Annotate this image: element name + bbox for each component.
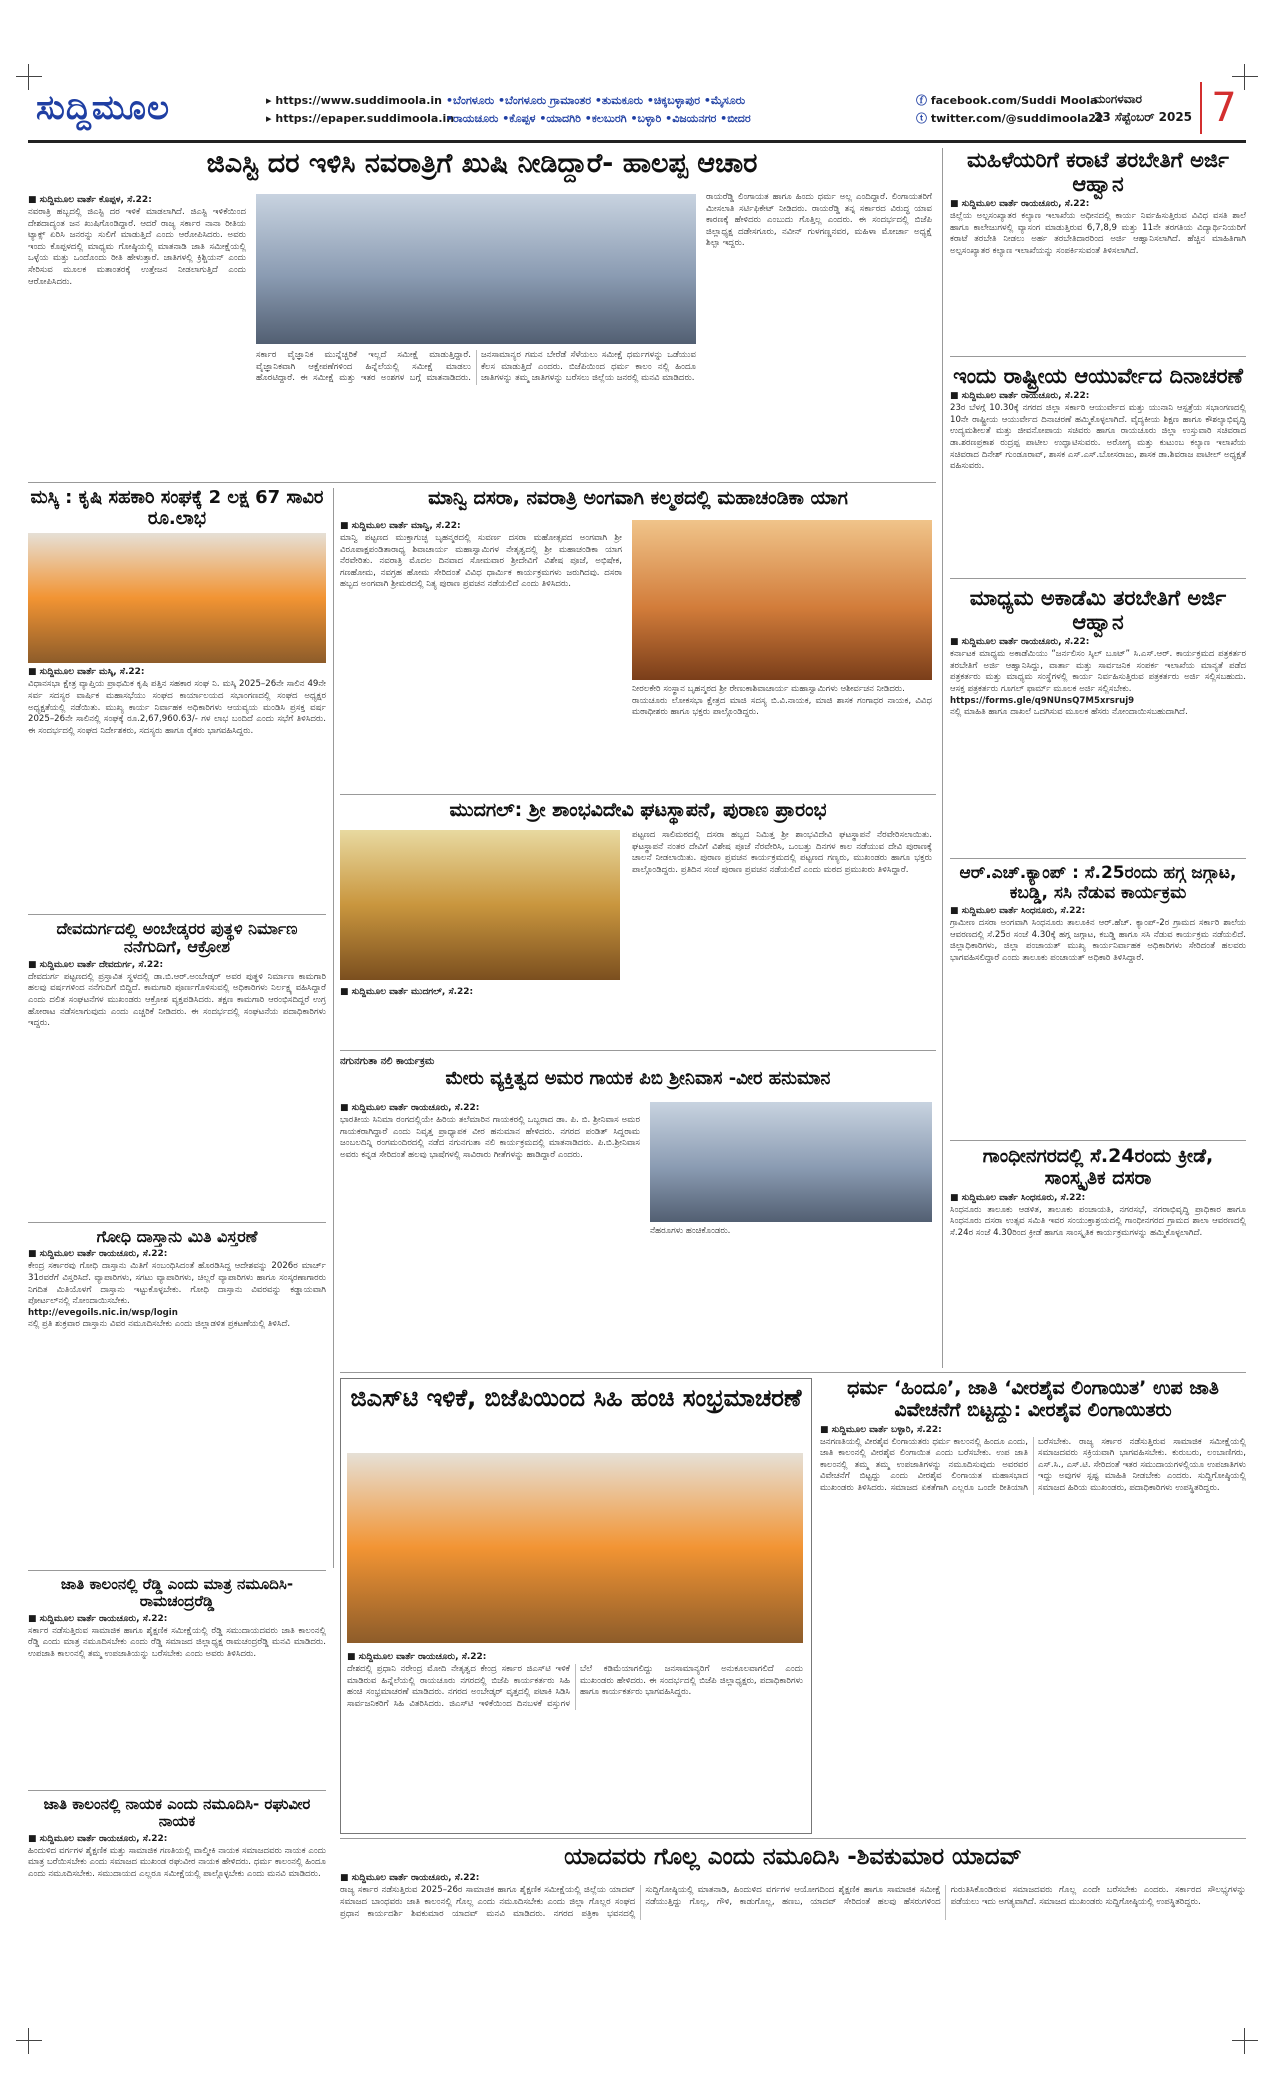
article-body: ದೇಶದಲ್ಲಿ ಪ್ರಧಾನಿ ನರೇಂದ್ರ ಮೋದಿ ನೇತೃತ್ವದ ಕೇಂದ್ರ ಸರ್ಕಾರ ಜಿಎಸ್‌ಟಿ ಇಳಿಕೆ ಮಾಡಿರುವ ಹಿನ್ನೆಲೆಯಲ್ಲಿ ರಾಯಚೂರು ನಗರದಲ್ಲಿ ಬಿಜೆಪಿ ಕಾರ್ಯಕರ್ತರು ಸಿಹಿ ಹಂಚಿ ಸಂಭ್ರಮಾಚರಣೆ ಮಾಡಿದರು. ನಗರದ ಅಂಬೇಡ್ಕರ್ ವೃತ್ತದಲ್ಲಿ ಪಟಾಕಿ ಸಿಡಿಸಿ ಸಾರ್ವಜನಿಕರಿಗೆ ಸಿಹಿ ವಿತರಿಸಿದರು. ಜಿಎಸ್‌ಟಿ ಇಳಿಕೆಯಿಂದ ದಿನಬಳಕೆ ವಸ್ತುಗಳ ಬೆಲೆ ಕಡಿಮೆಯಾಗಲಿದ್ದು ಜನಸಾಮಾನ್ಯರಿಗೆ ಅನುಕೂಲವಾಗಲಿದೆ ಎಂದು ಮುಖಂಡರು ಹೇಳಿದರು. ಈ ಸಂದರ್ಭದಲ್ಲಿ ಬಿಜೆಪಿ ಜಿಲ್ಲಾಧ್ಯಕ್ಷರು, ಪದಾಧಿಕಾರಿಗಳು ಹಾಗೂ ಕಾರ್ಯಕರ್ತರು ಭಾಗವಹಿಸಿದ್ದರು. <box>347 1664 803 1709</box>
article-headline: ಮುದಗಲ್: ಶ್ರೀ ಶಾಂಭವಿದೇವಿ ಘಟಸ್ಥಾಪನೆ, ಪುರಾಣ ಪ್ರಾರಂಭ <box>449 800 827 821</box>
article-headline: ಮಸ್ಕಿ : ಕೃಷಿ ಸಹಕಾರಿ ಸಂಘಕ್ಕೆ 2 ಲಕ್ಷ 67 ಸಾವಿರ ರೂ.ಲಾಭ <box>30 488 324 529</box>
article-body: ರಾಜ್ಯ ಸರ್ಕಾರ ನಡೆಸುತ್ತಿರುವ 2025–26ರ ಸಾಮಾಜಿಕ ಹಾಗೂ ಶೈಕ್ಷಣಿಕ ಸಮೀಕ್ಷೆಯಲ್ಲಿ ಜಿಲ್ಲೆಯ ಯಾದವ್ ಸಮಾಜದ ಬಾಂಧವರು ಜಾತಿ ಕಾಲಂನಲ್ಲಿ ಗೊಲ್ಲ ಎಂದು ನಮೂದಿಸಬೇಕು ಎಂದು ಜಿಲ್ಲಾ ಗೊಲ್ಲರ ಸಂಘದ ಪ್ರಧಾನ ಕಾರ್ಯದರ್ಶಿ ಶಿವಕುಮಾರ ಯಾದವ್ ಮನವಿ ಮಾಡಿದರು. ನಗರದ ಪತ್ರಿಕಾ ಭವನದಲ್ಲಿ ಸುದ್ದಿಗೋಷ್ಠಿಯಲ್ಲಿ ಮಾತನಾಡಿ, ಹಿಂದುಳಿದ ವರ್ಗಗಳ ಆಯೋಗದಿಂದ ಶೈಕ್ಷಣಿಕ ಹಾಗೂ ಸಾಮಾಜಿಕ ಸಮೀಕ್ಷೆ ನಡೆಯುತ್ತಿದ್ದು ಗೊಲ್ಲ, ಗೌಳಿ, ಕಾಡುಗೊಲ್ಲ, ಹಣಬ, ಯಾದವ್ ಸೇರಿದಂತೆ ಹಲವು ಹೆಸರುಗಳಿಂದ ಗುರುತಿಸಿಕೊಂಡಿರುವ ಸಮಾಜದವರು ಗೊಲ್ಲ ಎಂದೇ ಬರೆಸಬೇಕು ಎಂದರು. ಸರ್ಕಾರದ ಸೌಲಭ್ಯಗಳನ್ನು ಪಡೆಯಲು ಇದು ಅಗತ್ಯವಾಗಿದೆ. ಸಮಾಜದ ಮುಖಂಡರು ಸುದ್ದಿಗೋಷ್ಠಿಯಲ್ಲಿ ಉಪಸ್ಥಿತರಿದ್ದರು. <box>340 1885 1246 1919</box>
article-byline: ■ ಸುದ್ದಿಮೂಲ ವಾರ್ತೆ ರಾಯಚೂರು, ಸೆ.22: <box>28 1249 168 1260</box>
article-bjp-gst-celebration[interactable] <box>340 1378 812 1834</box>
article-byline: ■ ಸುದ್ದಿಮೂಲ ವಾರ್ತೆ ಬಳ್ಳಾರಿ, ಸೆ.22: <box>820 1424 942 1435</box>
yaga-fire-photo <box>632 520 932 680</box>
newspaper-logo[interactable]: ಸುದ್ದಿಮೂಲ <box>36 88 170 128</box>
article-headline: ಗಾಂಧೀನಗರದಲ್ಲಿ ಸೆ.24ರಂದು ಕ್ರೀಡೆ, ಸಾಂಸ್ಕೃತಿಕ ದಸರಾ <box>982 1146 1214 1189</box>
article-headline: ಧರ್ಮ ‘ಹಿಂದೂ’, ಜಾತಿ ‘ವೀರಶೈವ ಲಿಂಗಾಯಿತ’ ಉಪ ಜಾತಿ ವಿವೇಚನೆಗೆ ಬಿಟ್ಟದ್ದು: ವೀರಶೈವ ಲಿಂಗಾಯಿತರು <box>847 1378 1219 1421</box>
article-body: ಜಿಲ್ಲೆಯ ಅಲ್ಪಸಂಖ್ಯಾತರ ಕಲ್ಯಾಣ ಇಲಾಖೆಯ ಅಧೀನದಲ್ಲಿ ಕಾರ್ಯ ನಿರ್ವಹಿಸುತ್ತಿರುವ ವಿವಿಧ ವಸತಿ ಶಾಲೆ ಹಾಗೂ ಕಾಲೇಜುಗಳಲ್ಲಿ ವ್ಯಾಸಂಗ ಮಾಡುತ್ತಿರುವ 6,7,8,9 ಮತ್ತು 11ನೇ ತರಗತಿಯ ವಿದ್ಯಾರ್ಥಿನಿಯರಿಗೆ ಕರಾಟೆ ತರಬೇತಿ ನೀಡಲು ಅರ್ಹ ತರಬೇತಿದಾರರಿಂದ ಅರ್ಜಿ ಆಹ್ವಾನಿಸಲಾಗಿದೆ. ಹೆಚ್ಚಿನ ಮಾಹಿತಿಗಾಗಿ ಅಲ್ಪಸಂಖ್ಯಾತರ ಕಲ್ಯಾಣ ಇಲಾಖೆಯನ್ನು ಸಂಪರ್ಕಿಸುವಂತೆ ತಿಳಿಸಲಾಗಿದೆ. <box>950 211 1246 257</box>
article-wheat-stock-limit[interactable] <box>28 1228 326 1564</box>
section-rule <box>340 794 936 795</box>
facebook-icon: ⓕ <box>916 94 931 107</box>
article-byline: ■ ಸುದ್ದಿಮೂಲ ವಾರ್ತೆ ಕೊಪ್ಪಳ, ಸೆ.22: <box>28 195 152 205</box>
globe-icon: ▸ <box>266 94 276 107</box>
article-body: ಸರ್ಕಾರ ವೈಜ್ಞಾನಿಕ ಮುನ್ನೆಚ್ಚರಿಕೆ ಇಲ್ಲದೆ ಸಮೀಕ್ಷೆ ಮಾಡುತ್ತಿದ್ದಾರೆ. ವೈಜ್ಞಾನಿಕವಾಗಿ ಆಕ್ಷೇಪಣೆಗಳಿಂದ ಹಿನ್ನೆಲೆಯಲ್ಲಿ ಸಮೀಕ್ಷೆ ಮಾಡಲು ಹೊರಟಿದ್ದಾರೆ. ಈ ಸಮೀಕ್ಷೆ ಮತ್ತು ಇತರ ಅಂಶಗಳ ಬಗ್ಗೆ ಮಾತನಾಡಿದರು. ಜನಸಾಮಾನ್ಯರ ಗಮನ ಬೇರೆಡೆ ಸೆಳೆಯಲು ಸಮೀಕ್ಷೆ ಧರ್ಮಗಳನ್ನು ಒಡೆಯುವ ಕೆಲಸ ಮಾಡುತ್ತಿದೆ ಎಂದರು. ಬಿಜೆಪಿಯಿಂದ ಧರ್ಮ ಕಾಲಂ ನಲ್ಲಿ ಹಿಂದೂ ಜಾತಿಗಳನ್ನು ತಮ್ಮ ಜಾತಿಗಳನ್ನು ಬರೆಸಲು ಜಿಲ್ಲೆಯ ಜನರಲ್ಲಿ ಮನವಿ ಮಾಡಿದರು. <box>256 350 696 384</box>
article-body: ಪಟ್ಟಣದ ಸಾಲಿಮಠದಲ್ಲಿ ದಸರಾ ಹಬ್ಬದ ನಿಮಿತ್ತ ಶ್ರೀ ಶಾಂಭವಿದೇವಿ ಘಟಸ್ಥಾಪನೆ ನೆರವೇರಿಸಲಾಯಿತು. ಘಟಸ್ಥಾಪನೆ ನಂತರ ದೇವಿಗೆ ವಿಶೇಷ ಪೂಜೆ ನೆರವೇರಿಸಿ, ಒಂಬತ್ತು ದಿನಗಳ ಕಾಲ ನಡೆಯುವ ದೇವಿ ಪುರಾಣಕ್ಕೆ ಚಾಲನೆ ನೀಡಲಾಯಿತು. ಪುರಾಣ ಪ್ರವಚನ ಕಾರ್ಯಕ್ರಮದಲ್ಲಿ ಪಟ್ಟಣದ ಗಣ್ಯರು, ಮುಖಂಡರು ಹಾಗೂ ಭಕ್ತರು ಪಾಲ್ಗೊಂಡಿದ್ದರು. ಪ್ರತಿದಿನ ಸಂಜೆ ಪುರಾಣ ಪ್ರವಚನ ನಡೆಯಲಿದೆ ಎಂದು ಮಠದ ಪ್ರಮುಖರು ತಿಳಿಸಿದ್ದಾರೆ. <box>632 830 932 875</box>
article-body: ವಿಧಾನಸಭಾ ಕ್ಷೇತ್ರ ವ್ಯಾಪ್ತಿಯ ಪ್ರಾಥಮಿಕ ಕೃಷಿ ಪತ್ತಿನ ಸಹಕಾರ ಸಂಘ ನಿ. ಮಸ್ಕಿ 2025–26ನೇ ಸಾಲಿನ 49ನೇ ಸರ್ವ ಸದಸ್ಯರ ವಾರ್ಷಿಕ ಮಹಾಸಭೆಯು ಸಂಘದ ಕಾರ್ಯಾಲಯದ ಸಭಾಂಗಣದಲ್ಲಿ ಸಂಘದ ಅಧ್ಯಕ್ಷರ ಅಧ್ಯಕ್ಷತೆಯಲ್ಲಿ ನಡೆಯಿತು. ಮುಖ್ಯ ಕಾರ್ಯ ನಿರ್ವಾಹಕ ಅಧಿಕಾರಿಗಳು ಆಯವ್ಯಯ ಮಂಡಿಸಿ ಪ್ರಸಕ್ತ ವರ್ಷ 2025–26ನೇ ಸಾಲಿನಲ್ಲಿ ಸಂಘಕ್ಕೆ ರೂ.2,67,960.63/- ಗಳ ಲಾಭ ಬಂದಿದೆ ಎಂದು ಸಭೆಗೆ ತಿಳಿಸಿದರು. ಈ ಸಂದರ್ಭದಲ್ಲಿ ಸಂಘದ ನಿರ್ದೇಶಕರು, ಸದಸ್ಯರು ಹಾಗೂ ರೈತರು ಭಾಗವಹಿಸಿದ್ದರು. <box>28 679 326 736</box>
article-body: ರಾಯಚೂರು ಲೋಕಸಭಾ ಕ್ಷೇತ್ರದ ಮಾಜಿ ಸದಸ್ಯ ಬಿ.ವಿ.ನಾಯಕ, ಮಾಜಿ ಶಾಸಕ ಗಂಗಾಧರ ನಾಯಕ, ವಿವಿಧ ಮಠಾಧೀಶರು ಹಾಗೂ ಭಕ್ತರು ಪಾಲ್ಗೊಂಡಿದ್ದರು. <box>632 695 932 718</box>
article-headline: ಜಿಎಸ್ಟಿ ದರ ಇಳಿಸಿ ನವರಾತ್ರಿಗೆ ಖುಷಿ ನೀಡಿದ್ದಾರೆ- ಹಾಲಪ್ಪ ಆಚಾರ <box>206 148 758 179</box>
article-byline: ■ ಸುದ್ದಿಮೂಲ ವಾರ್ತೆ ಮಾನ್ವಿ, ಸೆ.22: <box>340 521 461 531</box>
article-headline: ಜಾತಿ ಕಾಲಂನಲ್ಲಿ ನಾಯಕ ಎಂದು ನಮೂದಿಸಿ- ರಘುವೀರ ನಾಯಕ <box>43 1796 311 1831</box>
article-body: ಮಾನ್ವಿ ಪಟ್ಟಣದ ಮುಕ್ತಾಗುಚ್ಛ ಬೃಹನ್ಮಠದಲ್ಲಿ ಸುವರ್ಣ ದಸರಾ ಮಹೋತ್ಸವದ ಅಂಗವಾಗಿ ಶ್ರೀ ವಿರೂಪಾಕ್ಷಪಂಡಿತಾರಾಧ್ಯ ಶಿವಾಚಾರ್ಯ ಮಹಾಸ್ವಾಮಿಗಳ ನೇತೃತ್ವದಲ್ಲಿ ಶ್ರೀ ಮಹಾಚಂಡಿಕಾ ಯಾಗ ನೆರವೇರಿತು. ನವರಾತ್ರಿ ಮೊದಲ ದಿನವಾದ ಸೋಮವಾರ ಶ್ರೀದೇವಿಗೆ ವಿಶೇಷ ಪೂಜೆ, ಅಭಿಷೇಕ, ಗಣಹೋಮ, ನವಗ್ರಹ ಹೋಮ ಸೇರಿದಂತೆ ವಿವಿಧ ಧಾರ್ಮಿಕ ಕಾರ್ಯಕ್ರಮಗಳು ಜರುಗಿದವು. ದಸರಾ ಹಬ್ಬದ ಅಂಗವಾಗಿ ಶ್ರೀಮಠದಲ್ಲಿ ನಿತ್ಯ ಪುರಾಣ ಪ್ರವಚನ ನಡೆಯಲಿದೆ ಎಂದು ತಿಳಿಸಿದರು. <box>340 533 622 590</box>
celebration-photo <box>347 1453 803 1643</box>
column-rule <box>942 148 943 1368</box>
article-byline: ■ ಸುದ್ದಿಮೂಲ ವಾರ್ತೆ ಮುದಗಲ್, ಸೆ.22: <box>340 987 474 997</box>
article-byline: ■ ಸುದ್ದಿಮೂಲ ವಾರ್ತೆ ರಾಯಚೂರು, ಸೆ.22: <box>28 1613 168 1624</box>
article-body: ಜನಗಣತಿಯಲ್ಲಿ ವೀರಶೈವ ಲಿಂಗಾಯತರು ಧರ್ಮ ಕಾಲಂನಲ್ಲಿ ಹಿಂದೂ ಎಂದು, ಜಾತಿ ಕಾಲಂನಲ್ಲಿ ವೀರಶೈವ ಲಿಂಗಾಯಿತ ಎಂದು ಬರೆಸಬೇಕು. ಉಪ ಜಾತಿ ಕಾಲಂನಲ್ಲಿ ತಮ್ಮ ತಮ್ಮ ಉಪಜಾತಿಗಳನ್ನು ನಮೂದಿಸುವುದು ಅವರವರ ವಿವೇಚನೆಗೆ ಬಿಟ್ಟದ್ದು ಎಂದು ವೀರಶೈವ ಲಿಂಗಾಯತ ಮಹಾಸಭಾದ ಮುಖಂಡರು ತಿಳಿಸಿದರು. ಸಮಾಜದ ಏಕತೆಗಾಗಿ ಎಲ್ಲರೂ ಒಂದೇ ರೀತಿಯಾಗಿ ಬರೆಸಬೇಕು. ರಾಜ್ಯ ಸರ್ಕಾರ ನಡೆಸುತ್ತಿರುವ ಸಾಮಾಜಿಕ ಸಮೀಕ್ಷೆಯಲ್ಲಿ ಸಮಾಜದವರು ಸಕ್ರಿಯವಾಗಿ ಭಾಗವಹಿಸಬೇಕು. ಕುರುಬರು, ಲಂಬಾಣಿಗರು, ಎಸ್.ಸಿ., ಎಸ್.ಟಿ. ಸೇರಿದಂತೆ ಇತರ ಸಮುದಾಯಗಳಲ್ಲಿಯೂ ಉಪಜಾತಿಗಳು ಇದ್ದು ಅವುಗಳ ಸ್ಪಷ್ಟ ಮಾಹಿತಿ ನೀಡಬೇಕು ಎಂದರು. ಸುದ್ದಿಗೋಷ್ಠಿಯಲ್ಲಿ ಸಮಾಜದ ಹಿರಿಯ ಮುಖಂಡರು, ಪದಾಧಿಕಾರಿಗಳು ಉಪಸ್ಥಿತರಿದ್ದರು. <box>820 1436 1246 1494</box>
article-byline: ■ ಸುದ್ದಿಮೂಲ ವಾರ್ತೆ ರಾಯಚೂರು, ಸೆ.22: <box>28 1833 168 1844</box>
globe-icon: ▸ <box>266 112 276 125</box>
article-byline: ■ ಸುದ್ದಿಮೂಲ ವಾರ್ತೆ ರಾಯಚೂರು, ಸೆ.22: <box>340 1103 480 1113</box>
issue-day: ಮಂಗಳವಾರ <box>1094 92 1143 106</box>
section-rule <box>340 1838 1246 1839</box>
article-body: ರಾಯರೆಡ್ಡಿ ಲಿಂಗಾಯತ ಹಾಗೂ ಹಿಂದು ಧರ್ಮ ಅಲ್ಲ ಎಂದಿದ್ದಾರೆ. ಲಿಂಗಾಯತರಿಗೆ ಮೀಸಲಾತಿ ಸರ್ಟಿಫಿಕೇಟ್ ನೀಡಿದರು. ರಾಯರೆಡ್ಡಿ ತನ್ನ ಸರ್ಕಾರದ ವಿರುದ್ಧ ಯಾವ ಕಾರಣಕ್ಕೆ ಹೇಳಿದರು ಎಂಬುದು ಗೊತ್ತಿಲ್ಲ ಎಂದರು. ಈ ಸಂದರ್ಭದಲ್ಲಿ ಬಿಜೆಪಿ ಜಿಲ್ಲಾಧ್ಯಕ್ಷ ದಡೇಸಗೂರು, ನವೀನ್ ಗುಳಗಣ್ಣನವರ, ಮಹಿಳಾ ಮೋರ್ಚಾ ಅಧ್ಯಕ್ಷೆ ಶಿಲ್ಪಾ ಇದ್ದರು. <box>706 192 932 249</box>
article-headline: ಮಾನ್ವಿ ದಸರಾ, ನವರಾತ್ರಿ ಅಂಗವಾಗಿ ಕಲ್ಮಠದಲ್ಲಿ ಮಹಾಚಂಡಿಕಾ ಯಾಗ <box>428 488 848 509</box>
article-headline: ಗೋಧಿ ದಾಸ್ತಾನು ಮಿತಿ ವಿಸ್ತರಣೆ <box>96 1228 258 1246</box>
article-body: ಸಿಂಧನೂರು ತಾಲೂಕು ಆಡಳಿತ, ತಾಲೂಕು ಪಂಚಾಯತಿ, ನಗರಸಭೆ, ನಗರಾಭಿವೃದ್ಧಿ ಪ್ರಾಧಿಕಾರ ಹಾಗೂ ಸಿಂಧನೂರು ದಸರಾ ಉತ್ಸವ ಸಮಿತಿ ಇವರ ಸಂಯುಕ್ತಾಶ್ರಯದಲ್ಲಿ ಗಾಂಧೀನಗರದ ಗ್ರಾಮದ ಶಾಲಾ ಆವರಣದಲ್ಲಿ ಸೆ.24ರ ಸಂಜೆ 4.30ರಿಂದ ಕ್ರೀಡೆ ಹಾಗೂ ಸಾಂಸ್ಕೃತಿಕ ಕಾರ್ಯಕ್ರಮಗಳನ್ನು ಹಮ್ಮಿಕೊಳ್ಳಲಾಗಿದೆ. <box>950 1204 1246 1238</box>
edition-cities <box>446 92 911 128</box>
article-body: ನಲ್ಲಿ ಪ್ರತಿ ಶುಕ್ರವಾರ ದಾಸ್ತಾನು ವಿವರ ನಮೂದಿಸಬೇಕು ಎಂದು ಜಿಲ್ಲಾಡಳಿತ ಪ್ರಕಟಣೆಯಲ್ಲಿ ತಿಳಿಸಿದೆ. <box>28 1319 291 1330</box>
newspaper-page <box>28 82 1246 2037</box>
twitter-icon: ⓣ <box>916 112 931 125</box>
epaper-url[interactable]: https://epaper.suddimoola.in <box>275 112 455 125</box>
section-rule <box>340 1372 1246 1373</box>
section-rule <box>28 1570 326 1571</box>
article-body: ಕರ್ನಾಟಕ ಮಾಧ್ಯಮ ಅಕಾಡೆಮಿಯು “ಜರ್ನಲಿಸಂ ಸ್ಕಿಲ್ ಬೂಟ್” ಸಿ.ಎಸ್.ಆರ್. ಕಾರ್ಯಕ್ರಮದ ಪತ್ರಕರ್ತರ ತರಬೇತಿಗೆ ಅರ್ಜಿ ಆಹ್ವಾನಿಸಿದ್ದು, ವಾರ್ತಾ ಮತ್ತು ಸಾರ್ವಜನಿಕ ಸಂಪರ್ಕ ಇಲಾಖೆಯ ಮಾನ್ಯತೆ ಪಡೆದ ಪತ್ರಕರ್ತರು ಮತ್ತು ಮಾಧ್ಯಮ ಸಂಸ್ಥೆಗಳಲ್ಲಿ ಕಾರ್ಯ ನಿರ್ವಹಿಸುತ್ತಿರುವ ಪತ್ರಕರ್ತರು ಅರ್ಜಿ ಸಲ್ಲಿಸಬಹುದು. ಆಸಕ್ತ ಪತ್ರಕರ್ತರು ಗೂಗಲ್ ಫಾರ್ಮ್ ಮೂಲಕ ಅರ್ಜಿ ಸಲ್ಲಿಸಬೇಕು. <box>950 649 1246 695</box>
website-url[interactable]: https://www.suddimoola.in <box>275 94 442 107</box>
portal-link[interactable]: http://evegoils.nic.in/wsp/login <box>28 1307 178 1318</box>
twitter-link[interactable]: twitter.com/@suddimoola22 <box>930 112 1104 125</box>
photo-caption: ನೀರಲಕೇರಿ ಸಂಸ್ಥಾನ ಬೃಹನ್ಮಠದ ಶ್ರೀ ರೇಣುಕಾಶಿವಾಚಾರ್ಯ ಮಹಾಸ್ವಾಮಿಗಳು ಆಶೀರ್ವಚನ ನೀಡಿದರು. <box>632 684 905 694</box>
article-kicker: ನಗುನಗುತಾ ನಲಿ ಕಾರ್ಯಕ್ರಮ <box>340 1056 435 1067</box>
article-veerashaiva-lingayat[interactable] <box>820 1378 1246 1832</box>
article-byline: ■ ಸುದ್ದಿಮೂಲ ವಾರ್ತೆ ಮಸ್ಕಿ, ಸೆ.22: <box>28 667 145 678</box>
section-rule <box>28 914 326 915</box>
article-body: ಸರ್ಕಾರ ನಡೆಸುತ್ತಿರುವ ಸಾಮಾಜಿಕ ಹಾಗೂ ಶೈಕ್ಷಣಿಕ ಸಮೀಕ್ಷೆಯಲ್ಲಿ ರೆಡ್ಡಿ ಸಮುದಾಯದವರು ಜಾತಿ ಕಾಲಂನಲ್ಲಿ ರೆಡ್ಡಿ ಎಂದು ಮಾತ್ರ ನಮೂದಿಸಬೇಕು ಎಂದು ರೆಡ್ಡಿ ಸಮಾಜದ ಜಿಲ್ಲಾಧ್ಯಕ್ಷ ರಾಮಚಂದ್ರರೆಡ್ಡಿ ಮನವಿ ಮಾಡಿದರು. ಉಪಜಾತಿ ಕಾಲಂನಲ್ಲಿ ತಮ್ಮ ಉಪಜಾತಿಯನ್ನು ಬರೆಸಬೇಕು ಎಂದು ಅವರು ತಿಳಿಸಿದರು. <box>28 1625 326 1659</box>
issue-date <box>1094 90 1192 126</box>
article-maski-cooperative[interactable] <box>28 488 326 908</box>
social-links <box>916 92 1104 128</box>
article-byline: ■ ಸುದ್ದಿಮೂಲ ವಾರ್ತೆ ರಾಯಚೂರು, ಸೆ.22: <box>950 199 1090 210</box>
section-rule <box>28 1222 326 1223</box>
article-pb-srinivas[interactable] <box>340 1056 936 1366</box>
edition-cities-line-1: •ಬೆಂಗಳೂರು •ಬೆಂಗಳೂರು ಗ್ರಾಮಾಂತರ •ತುಮಕೂರು •ಚಿಕ್ಕಬಳ್ಳಾಪುರ •ಮೈಸೂರು <box>446 94 746 107</box>
article-nayaka-caste-column[interactable] <box>28 1796 326 1982</box>
article-headline: ಆರ್.ಎಚ್.ಕ್ಯಾಂಪ್ : ಸೆ.25ರಂದು ಹಗ್ಗ ಜಗ್ಗಾಟ, ಕಬಡ್ಡಿ, ಸಸಿ ನೆಡುವ ಕಾರ್ಯಕ್ರಮ <box>959 864 1237 903</box>
article-manvi-chandika-yaga[interactable] <box>340 488 936 788</box>
website-links <box>266 92 454 128</box>
article-headline: ಮಹಿಳೆಯರಿಗೆ ಕರಾಟೆ ತರಬೇತಿಗೆ ಅರ್ಜಿ ಆಹ್ವಾನ <box>967 148 1229 197</box>
stage-event-photo <box>650 1102 932 1222</box>
article-gst-halappa[interactable] <box>28 148 936 478</box>
article-yadav-golla[interactable] <box>340 1844 1246 2034</box>
article-headline: ಜಾತಿ ಕಾಲಂನಲ್ಲಿ ರೆಡ್ಡಿ ಎಂದು ಮಾತ್ರ ನಮೂದಿಸಿ-ರಾಮಚಂದ್ರರೆಡ್ಡಿ <box>60 1576 294 1611</box>
photo-caption: ನೆಹರೂಗಳು ಹಂಚಿಕೊಂಡರು. <box>650 1226 731 1236</box>
article-byline: ■ ಸುದ್ದಿಮೂಲ ವಾರ್ತೆ ದೇವದುರ್ಗ, ಸೆ.22: <box>28 959 164 970</box>
article-body: ಗ್ರಾಮೀಣ ದಸರಾ ಅಂಗವಾಗಿ ಸಿಂಧನೂರು ತಾಲೂಕಿನ ಆರ್.ಹೆಚ್. ಕ್ಯಾಂಪ್-2ರ ಗ್ರಾಮದ ಸರ್ಕಾರಿ ಶಾಲೆಯ ಆವರಣದಲ್ಲಿ ಸೆ.25ರ ಸಂಜೆ 4.30ಕ್ಕೆ ಹಗ್ಗ ಜಗ್ಗಾಟ, ಕಬಡ್ಡಿ ಹಾಗೂ ಸಸಿ ನೆಡುವ ಕಾರ್ಯಕ್ರಮ ನಡೆಯಲಿದೆ. ಜಿಲ್ಲಾಧಿಕಾರಿಗಳು, ಜಿಲ್ಲಾ ಪಂಚಾಯತ್ ಮುಖ್ಯ ಕಾರ್ಯನಿರ್ವಾಹಕ ಅಧಿಕಾರಿಗಳು ಸೇರಿದಂತೆ ಹಲವರು ಭಾಗವಹಿಸಲಿದ್ದಾರೆ ಎಂದು ತಾಲೂಕು ಪಂಚಾಯತ್ ಅಧಿಕಾರಿ ತಿಳಿಸಿದ್ದಾರೆ. <box>950 918 1246 963</box>
article-headline: ಮೇರು ವ್ಯಕ್ತಿತ್ವದ ಅಮರ ಗಾಯಕ ಪಿಬಿ ಶ್ರೀನಿವಾಸ -ವೀರ ಹನುಮಾನ <box>445 1068 831 1089</box>
article-gandhinagar-dasara[interactable] <box>950 1146 1246 1364</box>
article-headline: ಮಾಧ್ಯಮ ಅಕಾಡೆಮಿ ತರಬೇತಿಗೆ ಅರ್ಜಿ ಆಹ್ವಾನ <box>969 586 1227 635</box>
article-headline: ಜಿಎಸ್‌ಟಿ ಇಳಿಕೆ, ಬಿಜೆಪಿಯಿಂದ ಸಿಹಿ ಹಂಚಿ ಸಂಭ್ರಮಾಚರಣೆ <box>350 1384 802 1412</box>
article-headline: ಇಂದು ರಾಷ್ಟ್ರೀಯ ಆಯುರ್ವೇದ ದಿನಾಚರಣೆ <box>953 364 1243 388</box>
facebook-link[interactable]: facebook.com/Suddi Moola <box>930 94 1098 107</box>
article-headline: ಯಾದವರು ಗೊಲ್ಲ ಎಂದು ನಮೂದಿಸಿ -ಶಿವಕುಮಾರ ಯಾದವ್ <box>564 1844 1022 1870</box>
page-number: 7 <box>1200 82 1246 134</box>
press-conference-photo <box>256 194 696 344</box>
article-body: ಹಿಂದುಳಿದ ವರ್ಗಗಳ ಶೈಕ್ಷಣಿಕ ಮತ್ತು ಸಾಮಾಜಿಕ ಗಣತಿಯಲ್ಲಿ ವಾಲ್ಮೀಕಿ ನಾಯಕ ಸಮಾಜದವರು ನಾಯಕ ಎಂದು ಮಾತ್ರ ಬರೆಯಿಸಬೇಕು ಎಂದು ಸಮಾಜದ ಮುಖಂಡ ರಘುವೀರ ನಾಯಕ ಹೇಳಿದರು. ಧರ್ಮ ಕಾಲಂನಲ್ಲಿ ಹಿಂದೂ ಎಂದು ನಮೂದಿಸಬೇಕು. ಸಮುದಾಯದ ಎಲ್ಲರೂ ಸಮೀಕ್ಷೆಯಲ್ಲಿ ಪಾಲ್ಗೊಳ್ಳಬೇಕು ಎಂದು ಮನವಿ ಮಾಡಿದರು. <box>28 1845 326 1879</box>
section-rule <box>28 482 936 483</box>
deity-photo <box>340 830 620 980</box>
article-reddy-caste-column[interactable] <box>28 1576 326 1800</box>
article-rh-camp-sports[interactable] <box>950 864 1246 1136</box>
column-rule <box>333 488 334 1568</box>
article-media-academy[interactable] <box>950 586 1246 876</box>
event-photo <box>28 533 326 663</box>
issue-date-text: 23 ಸೆಪ್ಟೆಂಬರ್ 2025 <box>1094 110 1193 124</box>
section-rule <box>950 356 1246 357</box>
section-rule <box>28 1790 326 1791</box>
article-body: ದೇವದುರ್ಗ ಪಟ್ಟಣದಲ್ಲಿ ಪ್ರಸ್ತಾವಿತ ಸ್ಥಳದಲ್ಲಿ ಡಾ.ಬಿ.ಆರ್.ಅಂಬೇಡ್ಕರ್ ಅವರ ಪುತ್ಥಳಿ ನಿರ್ಮಾಣ ಕಾಮಗಾರಿ ಹಲವು ವರ್ಷಗಳಿಂದ ನನೆಗುದಿಗೆ ಬಿದ್ದಿದೆ. ಕಾಮಗಾರಿ ಪೂರ್ಣಗೊಳಿಸುವಲ್ಲಿ ಅಧಿಕಾರಿಗಳು ನಿರ್ಲಕ್ಷ್ಯ ವಹಿಸಿದ್ದಾರೆ ಎಂದು ದಲಿತ ಸಂಘಟನೆಗಳ ಮುಖಂಡರು ಆಕ್ರೋಶ ವ್ಯಕ್ತಪಡಿಸಿದರು. ತಕ್ಷಣ ಕಾಮಗಾರಿ ಆರಂಭಿಸದಿದ್ದರೆ ಉಗ್ರ ಹೋರಾಟ ನಡೆಸಲಾಗುವುದು ಎಂದು ಎಚ್ಚರಿಕೆ ನೀಡಿದರು. ಈ ಸಂದರ್ಭದಲ್ಲಿ ಸಂಘಟನೆಯ ಪದಾಧಿಕಾರಿಗಳು ಇದ್ದರು. <box>28 971 326 1029</box>
article-devadurga-ambedkar[interactable] <box>28 920 326 1210</box>
edition-cities-line-2: •ರಾಯಚೂರು •ಕೊಪ್ಪಳ •ಯಾದಗಿರಿ •ಕಲಬುರಗಿ •ಬಳ್ಳಾರಿ •ವಿಜಯನಗರ •ಬೀದರ <box>446 112 751 125</box>
article-mudagal-shambhavi[interactable] <box>340 800 936 1044</box>
section-rule <box>340 1050 936 1051</box>
article-body: ನವರಾತ್ರಿ ಹಬ್ಬದಲ್ಲಿ ಜಿಎಸ್ಟಿ ದರ ಇಳಿಕೆ ಮಾಡಲಾಗಿದೆ. ಜಿಎಸ್ಟಿ ಇಳಿಕೆಯಿಂದ ದೇಶದಾದ್ಯಂತ ಜನ ಖುಷಿಗೊಂಡಿದ್ದಾರೆ. ಆದರೆ ರಾಜ್ಯ ಸರ್ಕಾರ ನಾನಾ ರೀತಿಯ ಟ್ಯಾಕ್ಸ್ ಏರಿಸಿ ಜನರನ್ನು ಸುಲಿಗೆ ಮಾಡುತ್ತಿದೆ ಎಂದು ಆರೋಪಿಸಿದರು. ಅವರು ಇಂದು ಕೊಪ್ಪಳದಲ್ಲಿ ಮಾಧ್ಯಮ ಗೋಷ್ಠಿಯಲ್ಲಿ ಮಾತನಾಡಿ ಜಾತಿ ಸಮೀಕ್ಷೆಯಲ್ಲಿ ಒಳ್ಳೆಯ ಮತ್ತು ಒಂದೊಂದು ರೀತಿ ಹೇಳುತ್ತಾರೆ. ಜಾತಿಗಳಲ್ಲಿ ಕ್ರಿಶ್ಚಿಯನ್ ಎಂದು ಸೇರಿಸುವ ಮೂಲಕ ಮತಾಂತರಕ್ಕೆ ಉತ್ತೇಜನ ನೀಡಲಾಗುತ್ತಿದೆ ಎಂದು ಆರೋಪಿಸಿದರು. <box>28 207 246 287</box>
article-karate-training[interactable] <box>950 148 1246 398</box>
section-rule <box>950 1140 1246 1141</box>
article-byline: ■ ಸುದ್ದಿಮೂಲ ವಾರ್ತೆ ಸಿಂಧನೂರು, ಸೆ.22: <box>950 1192 1086 1203</box>
article-body: ನಲ್ಲಿ ಮಾಹಿತಿ ಹಾಗೂ ದಾಖಲೆ ಒದಗಿಸುವ ಮೂಲಕ ಹೆಸರು ನೋಂದಾಯಿಸಬಹುದಾಗಿದೆ. <box>950 707 1188 718</box>
article-body: ಭಾರತೀಯ ಸಿನಿಮಾ ರಂಗದಲ್ಲಿಯೇ ಹಿರಿಯ ತಲೆಮಾರಿನ ಗಾಯಕರಲ್ಲಿ ಒಬ್ಬರಾದ ಡಾ. ಪಿ. ಬಿ. ಶ್ರೀನಿವಾಸ ಅಮರ ಗಾಯಕರಾಗಿದ್ದಾರೆ ಎಂದು ನಿವೃತ್ತ ಪ್ರಾಧ್ಯಾಪಕ ವೀರ ಹನುಮಾನ ಹೇಳಿದರು. ನಗರದ ಪಂಡಿತ್ ಸಿದ್ದರಾಮ ಜಂಬಲದಿನ್ನಿ ರಂಗಮಂದಿರದಲ್ಲಿ ನಡೆದ ನಗುನಗುತಾ ನಲಿ ಕಾರ್ಯಕ್ರಮದಲ್ಲಿ ಮಾತನಾಡಿದರು. ಪಿ.ಬಿ.ಶ್ರೀನಿವಾಸ ಅವರು ಕನ್ನಡ ಸೇರಿದಂತೆ ಹಲವು ಭಾಷೆಗಳಲ್ಲಿ ಸಾವಿರಾರು ಗೀತೆಗಳನ್ನು ಹಾಡಿದ್ದಾರೆ ಎಂದರು. <box>340 1115 640 1160</box>
form-link[interactable]: https://forms.gle/q9NUnsQ7M5xrsruj9 <box>950 695 1135 706</box>
section-rule <box>950 578 1246 579</box>
article-byline: ■ ಸುದ್ದಿಮೂಲ ವಾರ್ತೆ ಸಿಂಧನೂರು, ಸೆ.22: <box>950 906 1086 917</box>
article-body: 23ರ ಬೆಳಗ್ಗೆ 10.30ಕ್ಕೆ ನಗರದ ಜಿಲ್ಲಾ ಸರ್ಕಾರಿ ಆಯುರ್ವೇದ ಮತ್ತು ಯುನಾನಿ ಆಸ್ಪತ್ರೆಯ ಸಭಾಂಗಣದಲ್ಲಿ 10ನೇ ರಾಷ್ಟ್ರೀಯ ಆಯುರ್ವೇದ ದಿನಾಚರಣೆ ಹಮ್ಮಿಕೊಳ್ಳಲಾಗಿದೆ. ವೈದ್ಯಕೀಯ ಶಿಕ್ಷಣ ಹಾಗೂ ಕೌಶಲ್ಯಾಭಿವೃದ್ಧಿ ಉದ್ಯಮಶೀಲತೆ ಮತ್ತು ಜೀವನೋಪಾಯ ಸಚಿವರು ಹಾಗೂ ರಾಯಚೂರು ಜಿಲ್ಲಾ ಉಸ್ತುವಾರಿ ಸಚಿವರಾದ ಡಾ.ಶರಣಪ್ರಕಾಶ ರುದ್ರಪ್ಪ ಪಾಟೀಲ ಉದ್ಘಾಟಿಸುವರು. ಅರೋಗ್ಯ ಮತ್ತು ಕುಟುಂಬ ಕಲ್ಯಾಣ ಇಲಾಖೆಯ ಸಚಿವರಾದ ದಿನೇಶ್ ಗುಂಡೂರಾವ್, ಶಾಸಕ ಎಸ್.ಎಸ್.ಬೋಸರಾಜು, ಶಾಸಕ ಡಾ.ಶಿವರಾಜ ಪಾಟೀಲ್ ಅಧ್ಯಕ್ಷತೆ ವಹಿಸುವರು. <box>950 403 1246 472</box>
article-byline: ■ ಸುದ್ದಿಮೂಲ ವಾರ್ತೆ ರಾಯಚೂರು, ಸೆ.22: <box>950 391 1090 402</box>
section-rule <box>950 858 1246 859</box>
article-byline: ■ ಸುದ್ದಿಮೂಲ ವಾರ್ತೆ ರಾಯಚೂರು, ಸೆ.22: <box>340 1873 480 1884</box>
article-headline: ದೇವದುರ್ಗದಲ್ಲಿ ಅಂಬೇಡ್ಕರರ ಪುತ್ಥಳಿ ನಿರ್ಮಾಣ ನನೆಗುದಿಗೆ, ಆಕ್ರೋಶ <box>56 920 298 957</box>
article-byline: ■ ಸುದ್ದಿಮೂಲ ವಾರ್ತೆ ರಾಯಚೂರು, ಸೆ.22: <box>347 1652 487 1662</box>
masthead <box>28 82 1246 143</box>
article-body: ಕೇಂದ್ರ ಸರ್ಕಾರವು ಗೋಧಿ ದಾಸ್ತಾನು ಮಿತಿಗೆ ಸಂಬಂಧಿಸಿದಂತೆ ಹೊರಡಿಸಿದ್ದ ಆದೇಶವನ್ನು 2026ರ ಮಾರ್ಚ್ 31ರವರೆಗೆ ವಿಸ್ತರಿಸಿದೆ. ವ್ಯಾಪಾರಿಗಳು, ಸಗಟು ವ್ಯಾಪಾರಿಗಳು, ಚಿಲ್ಲರೆ ವ್ಯಾಪಾರಿಗಳು ಹಾಗೂ ಸಂಸ್ಕರಣಾಗಾರರು ನಿಗದಿತ ಮಿತಿಯೊಳಗೆ ದಾಸ್ತಾನು ಇಟ್ಟುಕೊಳ್ಳಬೇಕು. ಗೋಧಿ ದಾಸ್ತಾನು ವಿವರವನ್ನು ಕಡ್ಡಾಯವಾಗಿ ಪೋರ್ಟಲ್‌ನಲ್ಲಿ ನೋಂದಾಯಿಸಬೇಕು. <box>28 1261 326 1307</box>
article-byline: ■ ಸುದ್ದಿಮೂಲ ವಾರ್ತೆ ರಾಯಚೂರು, ಸೆ.22: <box>950 637 1090 648</box>
